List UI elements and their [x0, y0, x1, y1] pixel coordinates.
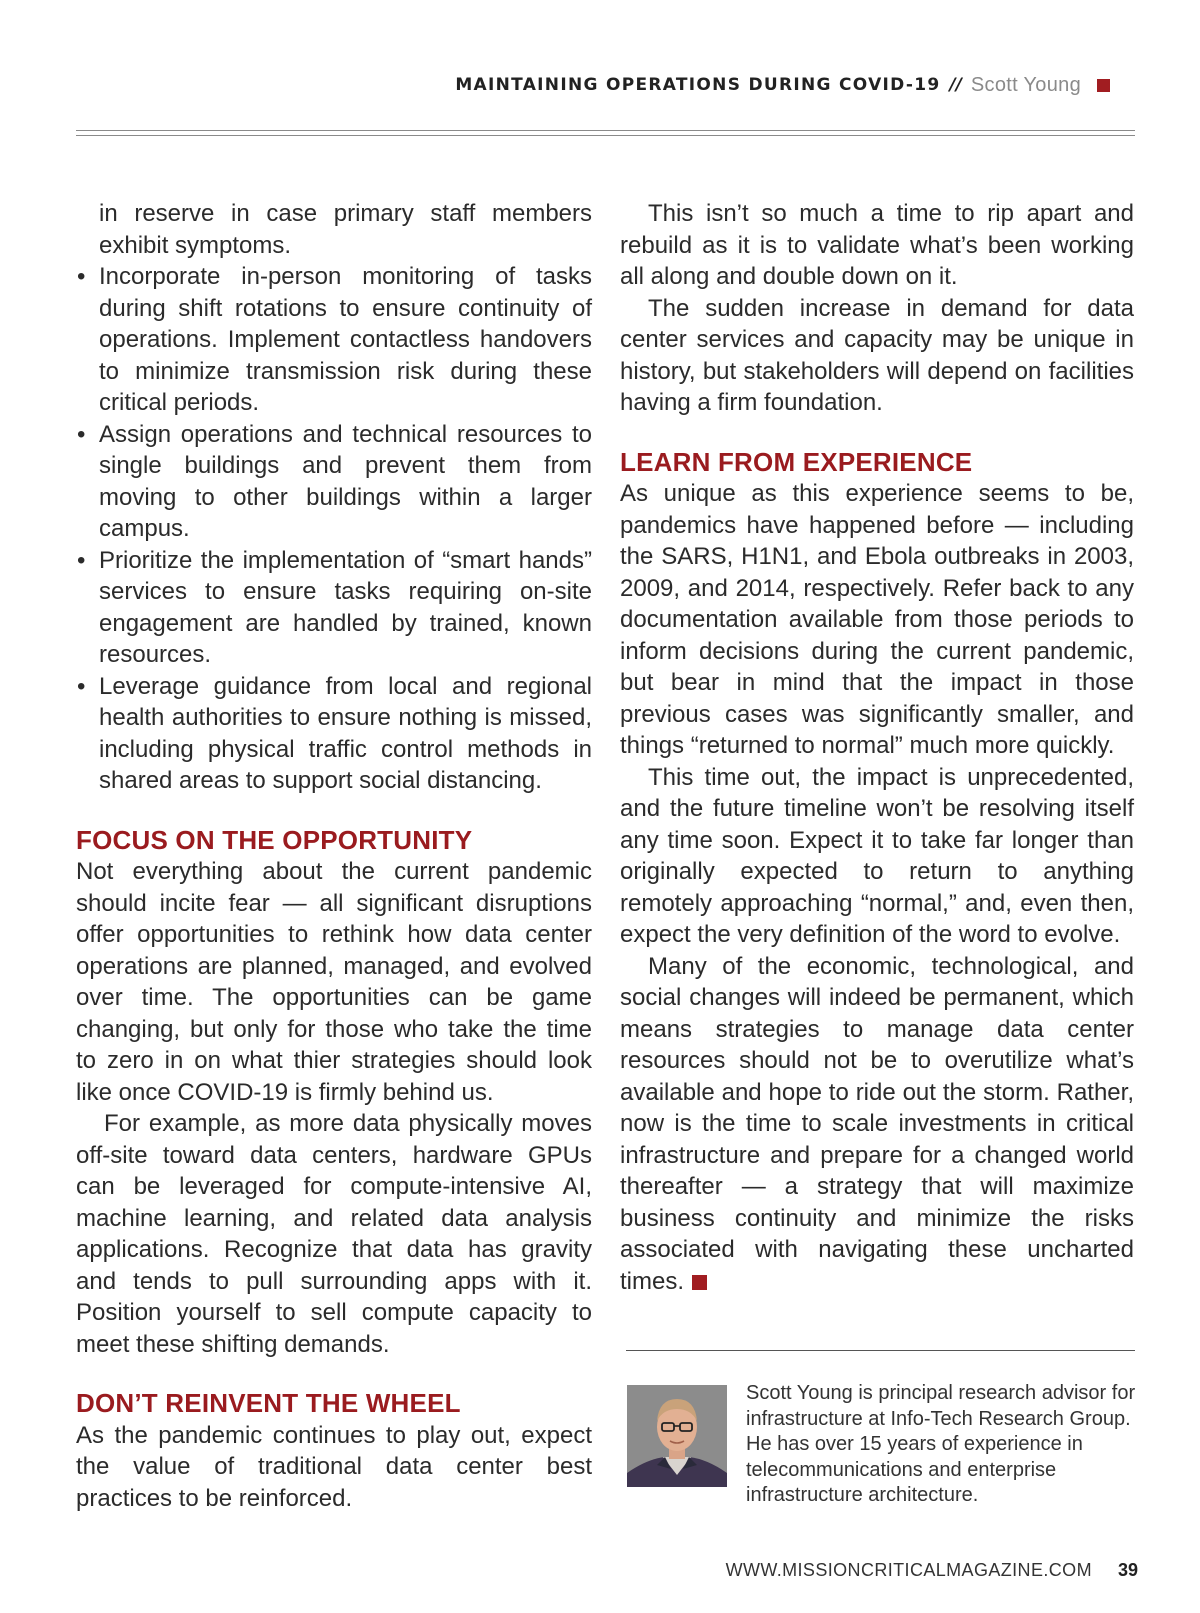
- header-separator: //: [949, 75, 962, 95]
- body-paragraph: Not everything about the current pandemic should incite fear — all significant disruptions offer opportunities to rethink how data center operations are planned, managed, and evolved over time. The opportunities can be game changing, but only for those who take the time to zero in on what thier strategies should look like once COVID-19 is firmly behind us.: [76, 858, 592, 1106]
- bullet-icon: •: [77, 546, 86, 574]
- closing-text: Many of the economic, technological, and social changes will indeed be permanent, which means strategies to manage data center resources should not be to overutilize what’s available and hope to ride out the storm. Rather, now is the time to scale investments in critical infrastructure and prepare for a changed world thereafter — a strategy that will maximize business continuity and minimize the risks associated with navigating these uncharted times.: [620, 952, 1134, 1295]
- bio-divider: [626, 1350, 1135, 1351]
- bullet-icon: •: [77, 263, 86, 290]
- body-paragraph: As the pandemic continues to play out, expect the value of traditional data center best practices to be reinforced.: [76, 1421, 592, 1512]
- section-heading-learn: LEARN FROM EXPERIENCE: [620, 446, 973, 477]
- article-title: MAINTAINING OPERATIONS DURING COVID-19: [455, 75, 941, 95]
- body-paragraph: This isn’t so much a time to rip apart and rebuild as it is to validate what’s been working all along and double down on it.: [620, 200, 1134, 290]
- list-item: [76, 671, 592, 797]
- list-item: [76, 419, 592, 545]
- list-item: [76, 545, 592, 671]
- header-square-icon: [1097, 79, 1110, 92]
- bullet-text: Incorporate in-person monitoring of tasks during shift rotations to ensure continuity of operations. Implement contactless handovers to minimize transmission risk during these critical periods.: [99, 263, 592, 416]
- intro-continuation: in reserve in case primary staff members exhibit symptoms.: [99, 200, 592, 259]
- section-heading-wheel: DON’T REINVENT THE WHEEL: [76, 1388, 461, 1418]
- body-paragraph: [620, 951, 1134, 1298]
- body-paragraph: As unique as this experience seems to be, pandemics have happened before — including the SARS, H1N1, and Ebola outbreaks in 2003, 2009, and 2014, respectively. Refer back to any documentation available from those periods to inform decisions during the current pandemic, but bear in mind that the impact in those previous cases was significantly smaller, and things “returned to normal” much more quickly.: [620, 480, 1134, 759]
- bullet-text: Leverage guidance from local and regional health authorities to ensure nothing is missed, including physical traffic control methods in shared areas to support social distancing.: [99, 672, 592, 794]
- body-paragraph: For example, as more data physically moves off-site toward data centers, hardware GPUs can be leveraged for compute-intensive AI, machine learning, and related data analysis applications. Recognize that data has gravity and tends to pull surrounding apps with it. Position yourself to sell compute capacity to meet these shifting demands.: [76, 1110, 592, 1358]
- author-bio: Scott Young is principal research advisor for infrastructure at Info-Tech Research Group. He has over 15 years of experience in telecommunications and enterprise infrastructure architecture.: [746, 1382, 1136, 1506]
- header-rule: [76, 130, 1135, 136]
- header-author: Scott Young: [970, 73, 1081, 96]
- page-footer: [726, 1560, 1138, 1581]
- body-paragraph: The sudden increase in demand for data center services and capacity may be unique in history, but stakeholders will depend on facilities having a firm foundation.: [620, 294, 1134, 416]
- right-column: [620, 198, 1134, 1297]
- body-paragraph: This time out, the impact is unprecedented, and the future timeline won’t be resolving itself any time soon. Expect it to take far longer than originally expected to return to anything remotely approaching “normal,” and, even then, expect the very definition of the word to evolve.: [620, 763, 1134, 948]
- bullet-icon: •: [77, 672, 86, 700]
- end-mark-icon: [692, 1275, 707, 1290]
- left-column: [76, 198, 592, 1514]
- bullet-text: Prioritize the implementation of “smart hands” services to ensure tasks requiring on-site engagement are handled by trained, known resources.: [99, 546, 592, 668]
- bullet-icon: •: [77, 420, 86, 448]
- running-header: [455, 70, 1110, 100]
- bullet-text: Assign operations and technical resources to single buildings and prevent them from moving to other buildings within a larger campus.: [99, 420, 592, 542]
- bullet-list: [76, 261, 592, 797]
- section-heading-focus: FOCUS ON THE OPPORTUNITY: [76, 824, 473, 855]
- list-item: [76, 261, 592, 419]
- author-portrait-icon: [627, 1385, 727, 1487]
- page-number: 39: [1117, 1560, 1138, 1580]
- footer-url: WWW.MISSIONCRITICALMAGAZINE.COM: [725, 1560, 1092, 1580]
- author-photo: [627, 1385, 727, 1487]
